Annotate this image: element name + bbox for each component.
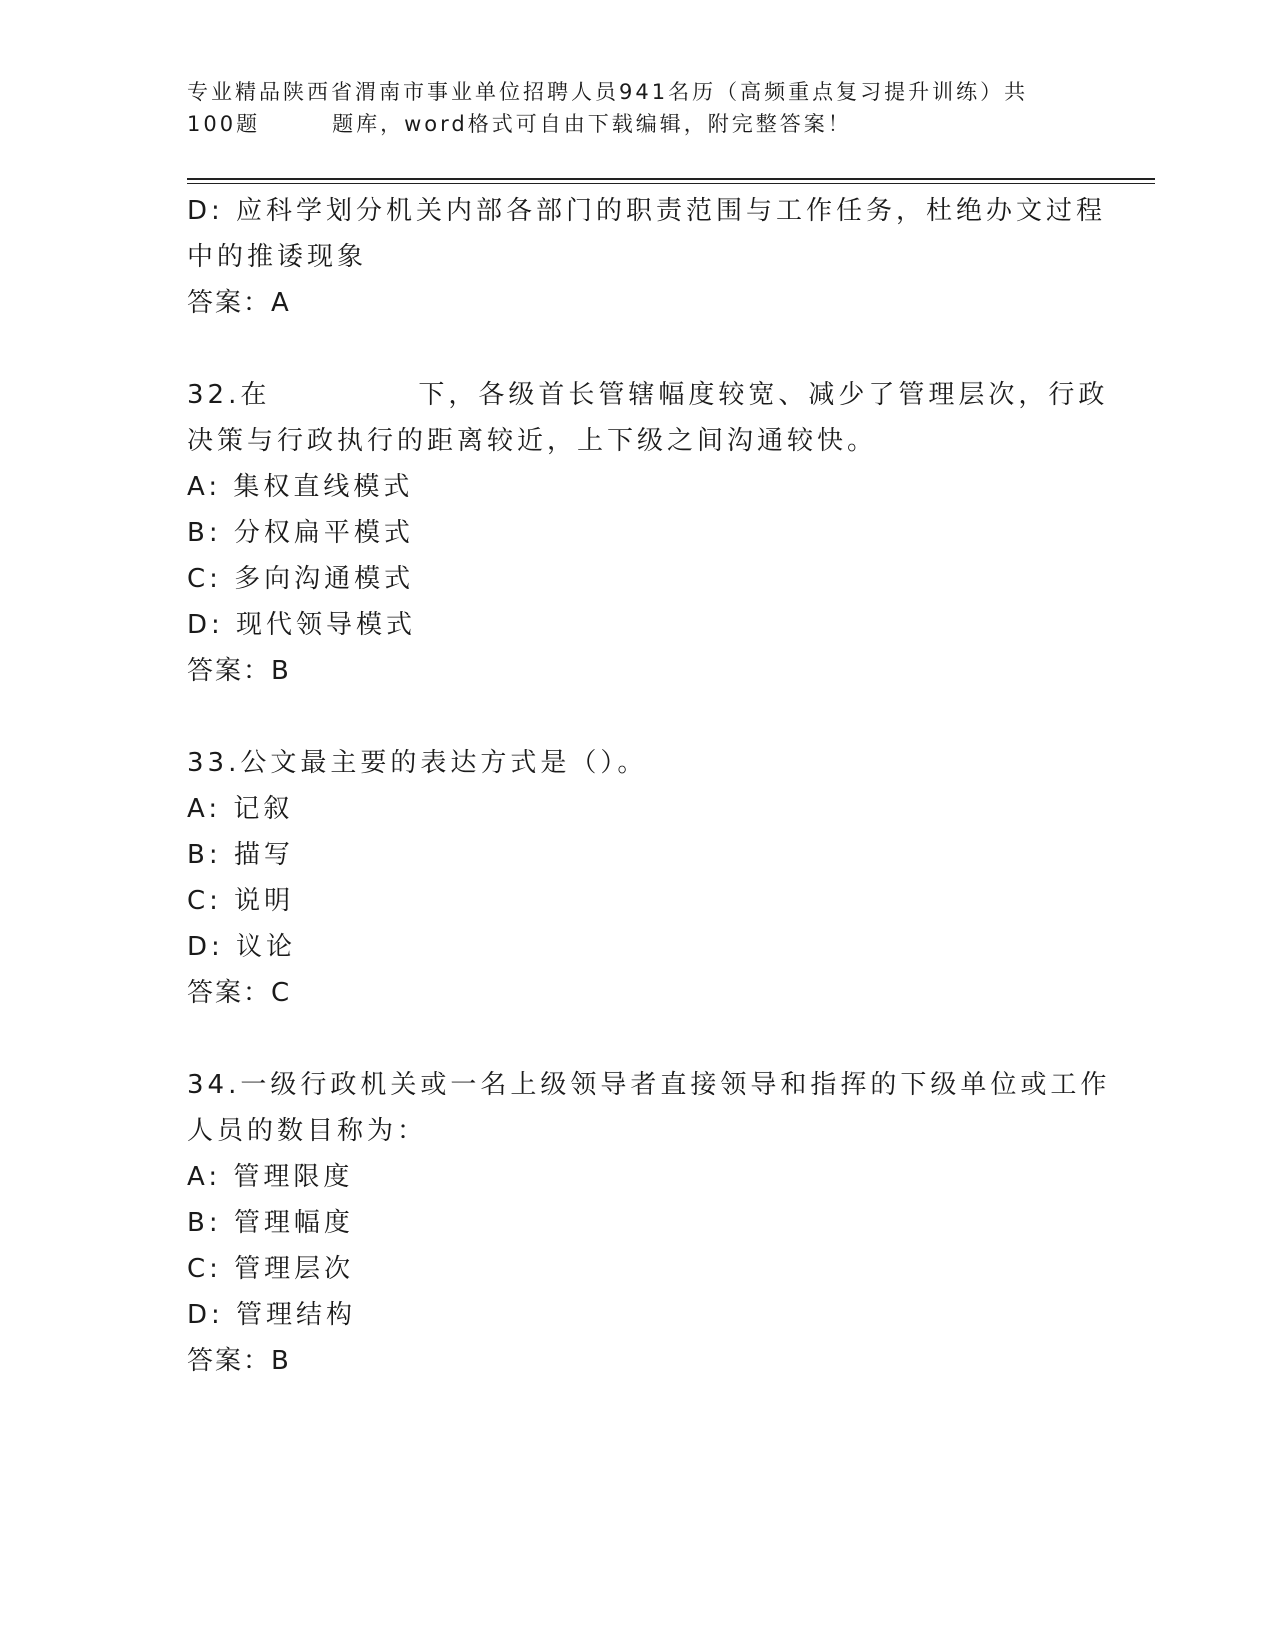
- document-header: [187, 76, 1087, 140]
- spacer: [187, 1016, 1087, 1062]
- question-stem: 33.公文最主要的表达方式是（）。: [187, 748, 648, 778]
- question-stem-continued: 决策与行政执行的距离较近，上下级之间沟通较快。: [187, 426, 878, 456]
- answer: 答案：C: [187, 978, 292, 1008]
- answer: 答案：A: [187, 288, 291, 318]
- question-31-tail: [187, 188, 1107, 326]
- option-b: B: 描写: [187, 840, 294, 870]
- option-c: C: 管理层次: [187, 1254, 355, 1284]
- question-stem: [187, 372, 1109, 418]
- header-divider-thin: [187, 183, 1155, 184]
- spacer: [187, 694, 1087, 740]
- option-d: D: 现代领导模式: [187, 610, 417, 640]
- option-c: C: 多向沟通模式: [187, 564, 415, 594]
- option-a: A: 集权直线模式: [187, 472, 414, 502]
- header-divider-thick: [187, 178, 1155, 180]
- header-question-count: 100题: [187, 112, 261, 136]
- option-b: B: 分权扁平模式: [187, 518, 414, 548]
- option-a: A: 记叙: [187, 794, 294, 824]
- spacer: [187, 326, 1087, 372]
- option-d: D: 管理结构: [187, 1300, 357, 1330]
- question-stem-rest: 下，各级首长管辖幅度较宽、减少了管理层次，行政: [418, 380, 1109, 410]
- answer: 答案：B: [187, 656, 291, 686]
- option-d-continued: 中的推诿现象: [187, 242, 368, 272]
- question-32: [187, 372, 1109, 694]
- option-c: C: 说明: [187, 886, 295, 916]
- option-a: A: 管理限度: [187, 1162, 354, 1192]
- option-b: B: 管理幅度: [187, 1208, 354, 1238]
- answer: 答案：B: [187, 1346, 291, 1376]
- header-title-line1: 专业精品陕西省渭南市事业单位招聘人员941名历（高频重点复习提升训练）共: [187, 80, 1029, 104]
- question-34: [187, 1062, 1111, 1384]
- question-stem: 34.一级行政机关或一名上级领导者直接领导和指挥的下级单位或工作: [187, 1070, 1111, 1100]
- question-stem-continued: 人员的数目称为：: [187, 1116, 428, 1146]
- question-stem-start: 32.在: [187, 380, 271, 410]
- header-title-line2: [187, 108, 1087, 140]
- option-d: D: 应科学划分机关内部各部门的职责范围与工作任务，杜绝办文过程: [187, 196, 1107, 226]
- question-list: [187, 188, 1111, 1384]
- option-d: D: 议论: [187, 932, 297, 962]
- header-subtitle: 题库，word格式可自由下载编辑，附完整答案！: [332, 112, 852, 136]
- question-33: [187, 740, 1087, 1016]
